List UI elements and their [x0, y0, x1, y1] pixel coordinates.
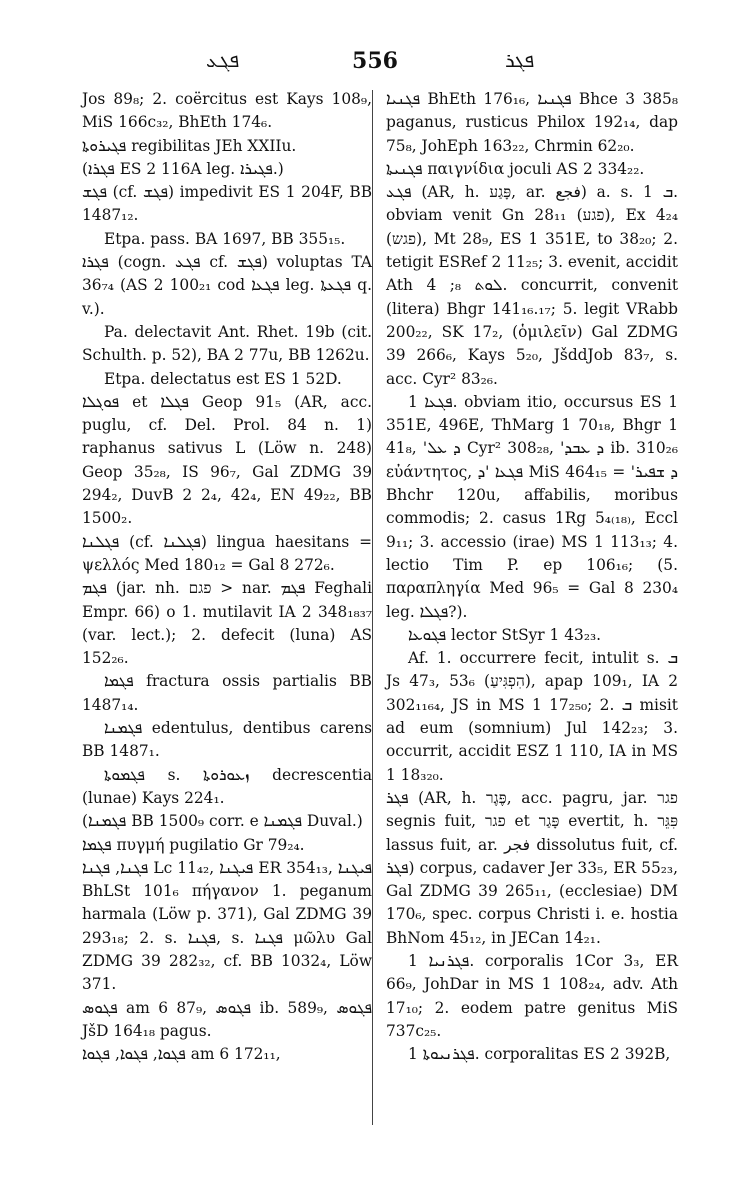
entry: ܦܓܢܝܬܐ παιγνίδια joculi AS 2 334₂₂. [386, 159, 645, 178]
entry: ܦܓܢܐ, ܦܓܢܐ Lc 11₄₂, ܦܝܓܢܐ ER 354₁₃, ܦܝܓܢܐ BhLSt 101₆ πήγανον 1. peganum harmala (Löw p. 371), Gal ZDMG 39 293₁₈; 2. s. ܦܓܢܐ, s. ܦܓܢܐ μῶλυ Gal ZDMG 39 282₃₂, cf. BB 1032₄, Löw 371. [82, 858, 372, 994]
entry: ܦܓܠܢܐ (cf. ܦܓܠܢܐ) lingua haesitans = ψελλός Med 180₁₂ = Gal 8 272₆. [82, 532, 373, 574]
entry: ܦܓܪܢܝܐ 1. corporalis 1Cor 3₃, ER 66₉, JohDar in MS 1 108₂₄, adv. Ath 17₁₀; 2. eodem patre genitus MiS 737c₂₅. [386, 951, 678, 1040]
entry: ܦܓܡܐ πυγμή pugilatio Gr 79₂₄. [82, 835, 305, 854]
entry: Pa. delectavit Ant. Rhet. 19b (cit. Schulth. p. 52), BA 2 77u, BB 1262u. [82, 322, 372, 365]
page-number: 556 [352, 48, 398, 74]
column-divider [372, 90, 373, 1125]
header-left-catchword: ܦܓܥ [206, 48, 240, 72]
entry: (ܦܓܡܢܐ BB 1500₉ corr. e ܦܓܡܢܐ Duval.) [82, 812, 363, 831]
entry: ܦܓܫ (cf. ܦܓܫ) impedivit ES 1 204F, BB 1487₁₂. [82, 183, 372, 225]
entry: ܦܘܓܠܐ et ܦܓܠܐ Geop 91₅ (AR, acc. puglu, cf. Del. Prol. 84 n. 1) raphanus sativus L (Löw n. 248) Geop 35₂₈, IS 96₇, Gal ZDMG 39 294₂, DuvB 2 2₄, 42₄, EN 49₂₂, BB 1500₂. [82, 392, 372, 528]
entry: ܦܓܡ (jar. nh. פגם > nar. ܦܓܡ Feghali Empr. 66) o 1. mutilavit IA 2 348₁₈₃₇ (var. lect.); 2. defecit (luna) AS 152₂₆. [82, 579, 373, 668]
entry: ܦܓܘܐ, ܦܓܘܐ, ܦܓܘܐ am 6 172₁₁, [82, 1045, 281, 1064]
entry: ܦܓܡܐ fractura ossis partialis BB 1487₁₄. [82, 672, 372, 714]
entry: ܦܓܘܣ am 6 87₉, ܦܓܘܣ ib. 589₉, ܦܓܘܣ JšD 164₁₈ pagus. [82, 998, 372, 1040]
entry: ܦܓܘܥܐ lector StSyr 1 43₂₃. [408, 625, 602, 644]
entry: Af. 1. occurrere fecit, intulit s. ܒ Js 47₃, 53₆ (הִפְגִּיעַ), apap 109₁, IA 2 302₁₁₆₄, JS in MS 1 17₂₅₀; 2. ܒ misit ad eum (somnium) Jul 142₂₃; 3. occurrit, accidit ESZ 1 110, IA in MS 1 18₃₂₀. [386, 649, 678, 784]
entry: ܦܓܥ (AR, h. פָּגַע, ar. فجع) a. s. ܒ 1. obviam venit Gn 28₁₁ (פגע), Ex 4₂₄ (פגש), Mt 28₉, ES 1 351E, to 38₂₀; 2. tetigit ESRef 2 11₂₅; 3. evenit, accidit Ath ܠܘܬ ₈; 4. concurrit, convenit (litera) Bhgr 141₁₆.₁₇; 5. legit VRabb 200₂₂, SK 17₂, (ὁμιλεῖν) Gal ZDMG 39 266₆, Kays 5₂₀, JšddJob 83₇, s. acc. Cyr² 83₂₆. [386, 183, 679, 388]
entry: ܦܓܪܐ (cogn. ܦܓܥ cf. ܦܓܫ) voluptas TA 36₇₄ (AS 2 100₂₁ cod ܦܓܥܐ leg. ܦܓܥܬܐ q. v.). [82, 253, 373, 318]
entry: Etpa. pass. BA 1697, BB 355₁₅. [104, 229, 346, 248]
page-header [0, 48, 750, 78]
right-column [386, 88, 678, 1066]
entry: Jos 89₈; 2. coërcitus est Kays 108₉, MiS 166c₃₂, BhEth 174₆. [82, 90, 372, 132]
entry: Etpa. delectatus est ES 1 52D. [104, 369, 342, 388]
entry: ܦܓܝܪܘܬܐ regibilitas JEh XXIIu. [82, 136, 297, 155]
left-column [82, 88, 372, 1066]
entry: ܦܓܪܢܝܘܬܐ 1. corporalitas ES 2 392B, [408, 1045, 671, 1064]
entry: ܦܓܥܐ 1. obviam itio, occursus ES 1 351E, 496E, ThMarg 1 70₁₈, Bhgr 1 41₈, 'ܕ ܥܠ Cyr² 308₂₈, 'ܕ ܥܒܕ ib. 310₂₆ εὐάντητος, ܦܓܥܐ 'ܕ MiS 464₁₅ = 'ܕ ܫܦܝܪ Bhchr 120u, affabilis, moribus commodis; 2. casus 1Rg 5₄₍₁₈₎, Eccl 9₁₁; 3. accessio (irae) MS 1 113₁₃; 4. lectio Tim P. ep 106₁₆; (5. παραπληγία Med 96₅ = Gal 8 230₄ leg. ܦܓܠܐ?). [386, 392, 679, 621]
entry: ܦܓܪ (AR, h. פֶּגֶר, acc. pagru, jar. פגר segnis fuit, פגר et פָּגַר evertit, h. פִּגֵּר lassus fuit, ar. فجر dissolutus fuit, cf. ܦܓܪ) corpus, cadaver Jer 33₅, ER 55₂₃, Gal ZDMG 39 265₁₁, (ecclesiae) DM 170₆, spec. corpus Christi i. e. hostia BhNom 45₁₂, in JECan 14₂₁. [386, 788, 679, 947]
entry: ܦܓܡܘܬܐ s. ܙܥܘܪܘܬܐ decrescentia (lunae) Kays 224₁. [82, 765, 372, 807]
header-right-catchword: ܦܓܪ [505, 48, 535, 72]
entry: (ܦܓܪܐ ES 2 116A leg. ܦܓܝܪܐ.) [82, 159, 284, 178]
entry: ܦܓܡܢܐ edentulus, dentibus carens BB 1487₁. [82, 719, 372, 761]
entry: ܦܓܢܝܐ BhEth 176₁₆, ܦܓܢܝܐ Bhce 3 385₈ paganus, rusticus Philox 192₁₄, dap 75₈, JohEph 163₂₂, Chrmin 62₂₀. [386, 90, 678, 155]
